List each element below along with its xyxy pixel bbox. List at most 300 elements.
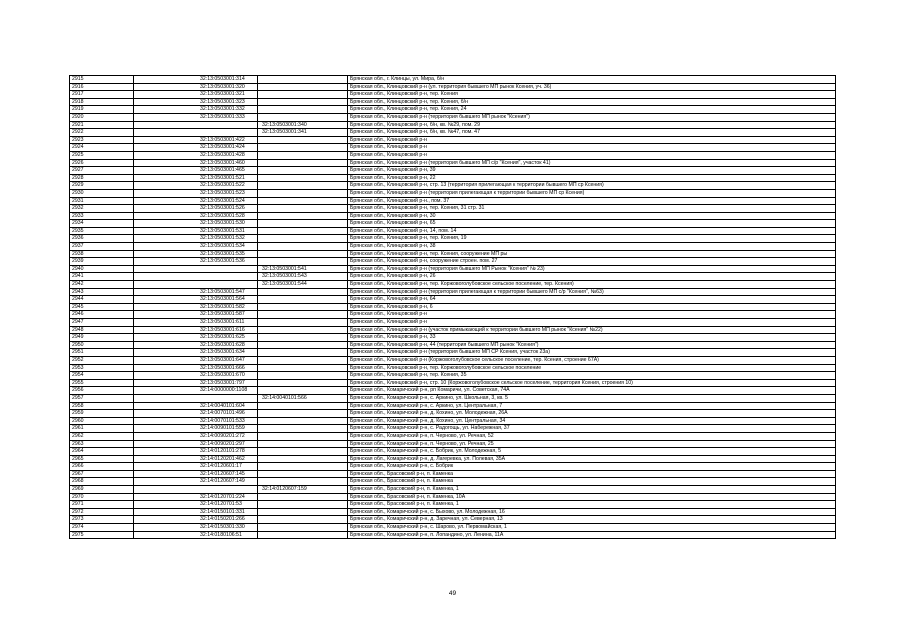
page-number: 49 <box>448 590 457 597</box>
cadastral-number-secondary-cell <box>258 136 348 144</box>
address-cell: Брянская обл., Комаричский р-н, с. Шарово, ул. Первомайская, 1 <box>348 524 836 532</box>
cadastral-number-cell: 32:13:0503001:314 <box>134 76 258 84</box>
table-row <box>70 501 836 509</box>
table-row <box>70 432 836 440</box>
table-row <box>70 243 836 251</box>
row-number-cell: 2936 <box>70 235 134 243</box>
cadastral-number-cell: 32:13:0503001:332 <box>134 106 258 114</box>
address-cell: Брянская обл., Клинцовский р-н <box>348 136 836 144</box>
cadastral-number-secondary-cell <box>258 493 348 501</box>
cadastral-number-cell: 32:13:0503001:528 <box>134 212 258 220</box>
cadastral-number-cell: 32:14:0070101:533 <box>134 417 258 425</box>
table-row <box>70 311 836 319</box>
row-number-cell: 2965 <box>70 455 134 463</box>
cadastral-number-secondary-cell <box>258 356 348 364</box>
cadastral-number-cell: 32:14:0040101:604 <box>134 402 258 410</box>
table-row <box>70 455 836 463</box>
cadastral-number-secondary-cell <box>258 508 348 516</box>
cadastral-number-cell: 32:14:0120701:224 <box>134 493 258 501</box>
cadastral-number-cell: 32:14:0150101:331 <box>134 508 258 516</box>
cadastral-number-cell: 32:14:0150201:266 <box>134 516 258 524</box>
cadastral-number-secondary-cell <box>258 387 348 395</box>
address-cell: Брянская обл., Комаричский р-н, с. Бобрик, ул. Молодежная, 5 <box>348 448 836 456</box>
address-cell: Брянская обл., Клинцовский р-н (территория бывшего МП Рынок "Ксения" № 23) <box>348 265 836 273</box>
address-cell: Брянская обл., Комаричский р-н, п. Черново, ул. Речная, 25 <box>348 440 836 448</box>
row-number-cell: 2916 <box>70 83 134 91</box>
cadastral-number-secondary-cell <box>258 524 348 532</box>
cadastral-number-cell: 32:13:0503001:670 <box>134 372 258 380</box>
cadastral-number-cell: 32:13:0503001:523 <box>134 189 258 197</box>
address-cell: Брянская обл., Клинцовский р-н, стр. 10 (Коржовоголубовское сельское поселение, территория Ксения, строения 10) <box>348 379 836 387</box>
cadastral-number-secondary-cell <box>258 379 348 387</box>
table-row <box>70 265 836 273</box>
cadastral-number-cell: 32:13:0503001:526 <box>134 205 258 213</box>
address-cell: Брянская обл., Клинцовский р-н, тер. Коржовоголубовское сельское поселение, тер. Ксения) <box>348 281 836 289</box>
cadastral-number-cell: 32:13:0503001:424 <box>134 144 258 152</box>
row-number-cell: 2969 <box>70 486 134 494</box>
cadastral-number-cell: 32:14:0120201:462 <box>134 455 258 463</box>
table-row <box>70 235 836 243</box>
cadastral-number-cell: 32:13:0503001:532 <box>134 235 258 243</box>
table-row <box>70 516 836 524</box>
address-cell: Брянская обл., Клинцовский р-н, 44 (территория бывшего МП рынок "Ксения") <box>348 341 836 349</box>
cadastral-number-cell <box>134 121 258 129</box>
table-row <box>70 174 836 182</box>
row-number-cell: 2947 <box>70 319 134 327</box>
cadastral-number-secondary-cell <box>258 326 348 334</box>
cadastral-number-secondary-cell <box>258 83 348 91</box>
row-number-cell: 2975 <box>70 531 134 539</box>
address-cell: Брянская обл., Клинцовский р-н, 64 <box>348 296 836 304</box>
cadastral-number-secondary-cell <box>258 189 348 197</box>
address-cell: Брянская обл., Брасовский р-н, п. Каменка, 1 <box>348 486 836 494</box>
address-cell: Брянская обл., Клинцовский р-н <box>348 319 836 327</box>
address-cell: Брянская обл., Клинцовский р-н, 65 <box>348 220 836 228</box>
cadastral-number-secondary-cell <box>258 319 348 327</box>
row-number-cell: 2930 <box>70 189 134 197</box>
address-cell: Брянская обл., Комаричский р-н, с. Аркино, ул. Центральная, 7 <box>348 402 836 410</box>
table-row <box>70 425 836 433</box>
row-number-cell: 2931 <box>70 197 134 205</box>
address-cell: Брянская обл., Комаричский р-н, д. Кохино, ул. Центральная, 34 <box>348 417 836 425</box>
cadastral-number-secondary-cell: 32:14:0120607:159 <box>258 486 348 494</box>
address-cell: Брянская обл., Клинцовский р-н (Коржовоголубовское сельское поселение, тер. Ксения, строение 67А) <box>348 356 836 364</box>
cadastral-number-cell: 32:13:0503001:465 <box>134 167 258 175</box>
address-cell: Брянская обл., Клинцовский р-н, 14, пом. 14 <box>348 227 836 235</box>
address-cell: Брянская обл., Клинцовский р-н, тер. Ксения, 31 стр. 31 <box>348 205 836 213</box>
cadastral-number-cell: 32:14:0070101:496 <box>134 410 258 418</box>
row-number-cell: 2953 <box>70 364 134 372</box>
cadastral-number-cell: 32:13:0503001:320 <box>134 83 258 91</box>
row-number-cell: 2932 <box>70 205 134 213</box>
register-table-body <box>70 76 836 539</box>
table-row <box>70 212 836 220</box>
cadastral-number-secondary-cell <box>258 501 348 509</box>
cadastral-number-cell: 32:13:0503001:530 <box>134 220 258 228</box>
cadastral-number-secondary-cell <box>258 432 348 440</box>
cadastral-number-cell: 32:13:0503001:587 <box>134 311 258 319</box>
address-cell: Брянская обл., Клинцовский р-н, 33 <box>348 334 836 342</box>
row-number-cell: 2921 <box>70 121 134 129</box>
cadastral-number-cell: 32:13:0503001:611 <box>134 319 258 327</box>
row-number-cell: 2951 <box>70 349 134 357</box>
table-row <box>70 189 836 197</box>
row-number-cell: 2925 <box>70 151 134 159</box>
cadastral-number-secondary-cell <box>258 303 348 311</box>
address-cell: Брянская обл., Брасовский р-н, п. Каменка, 10А <box>348 493 836 501</box>
table-row <box>70 326 836 334</box>
address-cell: Брянская обл., Комаричский р-н, с. Быхово, ул. Молодежная, 16 <box>348 508 836 516</box>
row-number-cell: 2937 <box>70 243 134 251</box>
address-cell: Брянская обл., Комаричский р-н, п. Черново, ул. Речная, 52 <box>348 432 836 440</box>
cadastral-number-cell: 32:13:0503001:524 <box>134 197 258 205</box>
cadastral-number-secondary-cell <box>258 258 348 266</box>
row-number-cell: 2933 <box>70 212 134 220</box>
table-row <box>70 364 836 372</box>
table-row <box>70 470 836 478</box>
cadastral-number-cell <box>134 129 258 137</box>
cadastral-number-cell: 32:13:0503001:534 <box>134 243 258 251</box>
row-number-cell: 2950 <box>70 341 134 349</box>
cadastral-number-secondary-cell <box>258 91 348 99</box>
table-row <box>70 182 836 190</box>
cadastral-number-cell <box>134 394 258 402</box>
row-number-cell: 2926 <box>70 159 134 167</box>
row-number-cell: 2939 <box>70 258 134 266</box>
cadastral-number-secondary-cell <box>258 417 348 425</box>
table-row <box>70 288 836 296</box>
address-cell: Брянская обл., Клинцовский р-н, 30 <box>348 212 836 220</box>
address-cell: Брянская обл., Брасовский р-н, п. Каменка, 1 <box>348 501 836 509</box>
row-number-cell: 2959 <box>70 410 134 418</box>
address-cell: Брянская обл., Клинцовский р-н (участок примыкающий к территории бывшего МП рынок "Ксения" №22) <box>348 326 836 334</box>
cadastral-number-cell: 32:13:0503001:536 <box>134 258 258 266</box>
row-number-cell: 2944 <box>70 296 134 304</box>
row-number-cell: 2955 <box>70 379 134 387</box>
register-table <box>69 75 836 539</box>
row-number-cell: 2946 <box>70 311 134 319</box>
address-cell: Брянская обл., Клинцовский р-н, 39 <box>348 167 836 175</box>
cadastral-number-cell <box>134 281 258 289</box>
cadastral-number-secondary-cell <box>258 372 348 380</box>
row-number-cell: 2956 <box>70 387 134 395</box>
cadastral-number-cell: 32:14:0180106:51 <box>134 531 258 539</box>
address-cell: Брянская обл., Клинцовский р-н <box>348 144 836 152</box>
table-row <box>70 121 836 129</box>
cadastral-number-secondary-cell <box>258 402 348 410</box>
cadastral-number-cell: 32:13:0503001:323 <box>134 98 258 106</box>
cadastral-number-secondary-cell <box>258 516 348 524</box>
cadastral-number-secondary-cell <box>258 106 348 114</box>
address-cell: Брянская обл., Комаричский р-н, д. Кохино, ул. Молодежная, 26А <box>348 410 836 418</box>
address-cell: Брянская обл., Клинцовский р-н, б/н, кв. №29, пом. 29 <box>348 121 836 129</box>
cadastral-number-secondary-cell <box>258 440 348 448</box>
table-row <box>70 144 836 152</box>
table-row <box>70 159 836 167</box>
address-cell: Брянская обл., Клинцовский р-н (территория прилегающая к территории бывшего МП с/р "Ксения", №63) <box>348 288 836 296</box>
row-number-cell: 2967 <box>70 470 134 478</box>
cadastral-number-cell: 32:14:0120607:149 <box>134 478 258 486</box>
table-row <box>70 493 836 501</box>
table-row <box>70 417 836 425</box>
address-cell: Брянская обл., Комаричский р-н, с. Радогощь, ул. Набережная, 37 <box>348 425 836 433</box>
address-cell: Брянская обл., Клинцовский р-н (территория бывшего МП с/р "Ксения", участок 41) <box>348 159 836 167</box>
table-row <box>70 349 836 357</box>
cadastral-number-secondary-cell: 32:13:0503001:541 <box>258 265 348 273</box>
address-cell: Брянская обл., Клинцовский р-н, 38 <box>348 243 836 251</box>
table-row <box>70 394 836 402</box>
cadastral-number-cell: 32:13:0503001:535 <box>134 250 258 258</box>
cadastral-number-secondary-cell <box>258 220 348 228</box>
cadastral-number-cell: 32:13:0503001:547 <box>134 288 258 296</box>
row-number-cell: 2954 <box>70 372 134 380</box>
cadastral-number-secondary-cell: 32:14:0040101:566 <box>258 394 348 402</box>
row-number-cell: 2964 <box>70 448 134 456</box>
cadastral-number-secondary-cell <box>258 448 348 456</box>
cadastral-number-secondary-cell <box>258 205 348 213</box>
table-row <box>70 281 836 289</box>
cadastral-number-secondary-cell <box>258 311 348 319</box>
cadastral-number-secondary-cell: 32:13:0503001:341 <box>258 129 348 137</box>
address-cell: Брянская обл., Клинцовский р-н, тер. Ксения, 19 <box>348 235 836 243</box>
address-cell: Брянская обл., Клинцовский р-н, тер. Ксения, 24 <box>348 106 836 114</box>
cadastral-number-cell: 32:13:0503001:666 <box>134 364 258 372</box>
table-row <box>70 303 836 311</box>
cadastral-number-cell: 32:14:0120601:17 <box>134 463 258 471</box>
table-row <box>70 258 836 266</box>
row-number-cell: 2942 <box>70 281 134 289</box>
cadastral-number-secondary-cell <box>258 250 348 258</box>
cadastral-number-secondary-cell <box>258 182 348 190</box>
cadastral-number-secondary-cell <box>258 212 348 220</box>
cadastral-number-cell: 32:13:0503001:628 <box>134 341 258 349</box>
table-row <box>70 273 836 281</box>
cadastral-number-secondary-cell <box>258 455 348 463</box>
table-row <box>70 296 836 304</box>
table-row <box>70 250 836 258</box>
cadastral-number-cell: 32:13:0503001:647 <box>134 356 258 364</box>
cadastral-number-cell: 32:13:0503001:582 <box>134 303 258 311</box>
table-row <box>70 319 836 327</box>
row-number-cell: 2970 <box>70 493 134 501</box>
address-cell: Брянская обл., Клинцовский р-н (территория бывшего МП СР Ксения, участок 23а) <box>348 349 836 357</box>
cadastral-number-secondary-cell <box>258 470 348 478</box>
cadastral-number-cell <box>134 265 258 273</box>
address-cell: Брянская обл., Клинцовский р-н, тер. Коржовоголубовское сельское поселение <box>348 364 836 372</box>
table-row <box>70 220 836 228</box>
cadastral-number-cell: 32:13:0503001:333 <box>134 113 258 121</box>
row-number-cell: 2974 <box>70 524 134 532</box>
cadastral-number-cell: 32:13:0503001:422 <box>134 136 258 144</box>
table-row <box>70 136 836 144</box>
cadastral-number-secondary-cell <box>258 410 348 418</box>
cadastral-number-cell: 32:13:0503001:634 <box>134 349 258 357</box>
address-cell: Брянская обл., Клинцовский р-н, 22 <box>348 174 836 182</box>
table-row <box>70 83 836 91</box>
table-row <box>70 167 836 175</box>
cadastral-number-cell: 32:14:0000000:1108 <box>134 387 258 395</box>
row-number-cell: 2962 <box>70 432 134 440</box>
cadastral-number-secondary-cell: 32:13:0503001:544 <box>258 281 348 289</box>
cadastral-number-secondary-cell <box>258 296 348 304</box>
cadastral-number-secondary-cell <box>258 197 348 205</box>
cadastral-number-cell: 32:14:0090201:272 <box>134 432 258 440</box>
table-row <box>70 486 836 494</box>
row-number-cell: 2918 <box>70 98 134 106</box>
table-row <box>70 531 836 539</box>
cadastral-number-cell: 32:13:0503001:616 <box>134 326 258 334</box>
address-cell: Брянская обл., Клинцовский р-н, сооружение строен. пом. 27 <box>348 258 836 266</box>
address-cell: Брянская обл., Комаричский р-н, д. Заречная, ул. Северная, 13 <box>348 516 836 524</box>
cadastral-number-secondary-cell <box>258 159 348 167</box>
address-cell: Брянская обл., Клинцовский р-н (ул. территория бывшего МП рынок Ксения, уч. 36) <box>348 83 836 91</box>
row-number-cell: 2972 <box>70 508 134 516</box>
table-row <box>70 440 836 448</box>
cadastral-number-cell: 32:14:0120701:53 <box>134 501 258 509</box>
cadastral-number-secondary-cell <box>258 113 348 121</box>
address-cell: Брянская обл., Клинцовский р-н (территория прилегающая к территории бывшего МП ср Ксения) <box>348 189 836 197</box>
address-cell: Брянская обл., Комаричский р-н, д. Лагеревка, ул. Полевая, 35А <box>348 455 836 463</box>
cadastral-number-cell: 32:13:0503001:460 <box>134 159 258 167</box>
cadastral-number-secondary-cell <box>258 151 348 159</box>
row-number-cell: 2961 <box>70 425 134 433</box>
address-cell: Брянская обл., Комаричский р-н, с. Аркино, ул. Школьная, 3, кв. 5 <box>348 394 836 402</box>
table-row <box>70 151 836 159</box>
cadastral-number-cell: 32:14:0120607:145 <box>134 470 258 478</box>
table-row <box>70 448 836 456</box>
table-row <box>70 129 836 137</box>
cadastral-number-secondary-cell <box>258 76 348 84</box>
address-cell: Брянская обл., Клинцовский р-н, б/н, кв. №47, пом. 47 <box>348 129 836 137</box>
row-number-cell: 2934 <box>70 220 134 228</box>
row-number-cell: 2935 <box>70 227 134 235</box>
table-row <box>70 463 836 471</box>
cadastral-number-secondary-cell <box>258 334 348 342</box>
cadastral-number-secondary-cell <box>258 235 348 243</box>
table-row <box>70 205 836 213</box>
cadastral-number-secondary-cell: 32:13:0503001:340 <box>258 121 348 129</box>
address-cell: Брянская обл., Клинцовский р-н, 26 <box>348 273 836 281</box>
cadastral-number-secondary-cell <box>258 243 348 251</box>
row-number-cell: 2973 <box>70 516 134 524</box>
cadastral-number-cell: 32:14:0090201:297 <box>134 440 258 448</box>
cadastral-number-cell: 32:14:0090101:559 <box>134 425 258 433</box>
address-cell: Брянская обл., Клинцовский р-н, 6 <box>348 303 836 311</box>
table-row <box>70 197 836 205</box>
table-row <box>70 478 836 486</box>
address-cell: Брянская обл., Клинцовский р-н <box>348 151 836 159</box>
cadastral-number-secondary-cell <box>258 478 348 486</box>
row-number-cell: 2943 <box>70 288 134 296</box>
table-row <box>70 227 836 235</box>
cadastral-number-secondary-cell <box>258 531 348 539</box>
cadastral-number-cell: 32:14:0120101:278 <box>134 448 258 456</box>
address-cell: Брянская обл., Брасовский р-н, п. Каменка <box>348 478 836 486</box>
table-row <box>70 76 836 84</box>
cadastral-number-secondary-cell <box>258 144 348 152</box>
table-row <box>70 113 836 121</box>
cadastral-number-secondary-cell <box>258 174 348 182</box>
address-cell: Брянская обл., Комаричский р-н, п. Лопандино, ул. Ленина, 11А <box>348 531 836 539</box>
cadastral-number-secondary-cell <box>258 364 348 372</box>
table-row <box>70 410 836 418</box>
address-cell: Брянская обл., Клинцовский р-н, тер. Ксения <box>348 91 836 99</box>
address-cell: Брянская обл., Клинцовский р-н, тер. Ксения, б/н <box>348 98 836 106</box>
row-number-cell: 2945 <box>70 303 134 311</box>
address-cell: Брянская обл., Клинцовский р-н <box>348 311 836 319</box>
cadastral-number-secondary-cell <box>258 349 348 357</box>
table-row <box>70 402 836 410</box>
row-number-cell: 2929 <box>70 182 134 190</box>
cadastral-number-secondary-cell <box>258 288 348 296</box>
row-number-cell: 2928 <box>70 174 134 182</box>
row-number-cell: 2971 <box>70 501 134 509</box>
cadastral-number-cell <box>134 486 258 494</box>
cadastral-number-cell: 32:13:0503001:531 <box>134 227 258 235</box>
row-number-cell: 2957 <box>70 394 134 402</box>
row-number-cell: 2915 <box>70 76 134 84</box>
cadastral-number-cell: 32:13:0503001:564 <box>134 296 258 304</box>
table-row <box>70 387 836 395</box>
row-number-cell: 2920 <box>70 113 134 121</box>
address-cell: Брянская обл., г. Клинцы, ул. Мира, б/н <box>348 76 836 84</box>
table-row <box>70 356 836 364</box>
table-row <box>70 341 836 349</box>
table-row <box>70 524 836 532</box>
cadastral-number-cell: 32:13:0503001:625 <box>134 334 258 342</box>
row-number-cell: 2958 <box>70 402 134 410</box>
table-row <box>70 372 836 380</box>
row-number-cell: 2949 <box>70 334 134 342</box>
cadastral-number-secondary-cell <box>258 227 348 235</box>
cadastral-number-secondary-cell: 32:13:0503001:543 <box>258 273 348 281</box>
table-row <box>70 334 836 342</box>
row-number-cell: 2960 <box>70 417 134 425</box>
address-cell: Брянская обл., Клинцовский р-н, тер. Ксения, сооружение МП ры <box>348 250 836 258</box>
row-number-cell: 2922 <box>70 129 134 137</box>
row-number-cell: 2927 <box>70 167 134 175</box>
cadastral-number-cell: 32:13:0503001:321 <box>134 91 258 99</box>
cadastral-number-secondary-cell <box>258 167 348 175</box>
row-number-cell: 2952 <box>70 356 134 364</box>
table-row <box>70 379 836 387</box>
address-cell: Брянская обл., Клинцовский р-н, тер. Ксения, 35 <box>348 372 836 380</box>
cadastral-number-secondary-cell <box>258 341 348 349</box>
cadastral-number-cell: 32:13:0503001:797 <box>134 379 258 387</box>
table-row <box>70 106 836 114</box>
cadastral-number-secondary-cell <box>258 425 348 433</box>
cadastral-number-cell: 32:13:0503001:521 <box>134 174 258 182</box>
table-row <box>70 508 836 516</box>
cadastral-number-cell: 32:13:0503001:428 <box>134 151 258 159</box>
cadastral-number-cell <box>134 273 258 281</box>
row-number-cell: 2923 <box>70 136 134 144</box>
row-number-cell: 2968 <box>70 478 134 486</box>
address-cell: Брянская обл., Клинцовский р-н (территория бывшего МП рынок "Ксения") <box>348 113 836 121</box>
row-number-cell: 2948 <box>70 326 134 334</box>
row-number-cell: 2938 <box>70 250 134 258</box>
row-number-cell: 2940 <box>70 265 134 273</box>
address-cell: Брянская обл., Комаричский р-н, с. Бобрик <box>348 463 836 471</box>
table-row <box>70 98 836 106</box>
row-number-cell: 2963 <box>70 440 134 448</box>
row-number-cell: 2924 <box>70 144 134 152</box>
row-number-cell: 2966 <box>70 463 134 471</box>
table-row <box>70 91 836 99</box>
row-number-cell: 2917 <box>70 91 134 99</box>
address-cell: Брянская обл., Клинцовский р-н., пом. 37 <box>348 197 836 205</box>
address-cell: Брянская обл., Клинцовский р-н, стр. 13 (территория прилегающая к территории бывшего МП ср Ксения) <box>348 182 836 190</box>
